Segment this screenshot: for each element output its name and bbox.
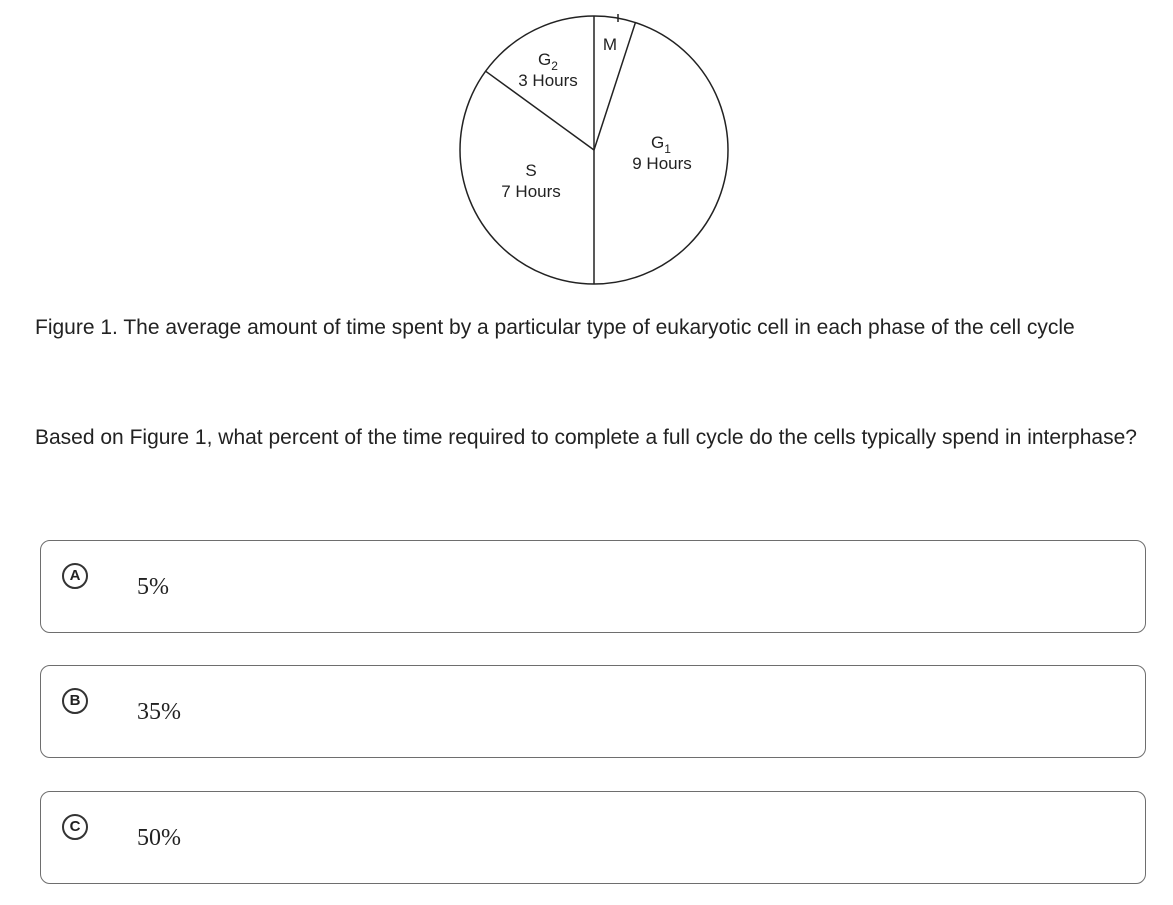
- answer-choice-a[interactable]: [40, 540, 1146, 633]
- choice-letter-c-icon: C: [62, 814, 88, 840]
- choice-text-b: 35%: [137, 699, 181, 725]
- slice-label-g1: $G_1$: [651, 133, 671, 156]
- slice-value-s: 7 Hours: [501, 182, 561, 201]
- slice-value-g2: 3 Hours: [518, 71, 578, 90]
- cell-cycle-pie-chart: [0, 0, 1173, 300]
- choice-letter-b-icon: B: [62, 688, 88, 714]
- answer-choice-b[interactable]: [40, 665, 1146, 758]
- choice-text-a: 5%: [137, 574, 169, 600]
- question-text: Based on Figure 1, what percent of the time required to complete a full cycle do the cells typically spend in interphase?: [35, 426, 1137, 449]
- choice-text-c: 50%: [137, 825, 181, 851]
- answer-choice-c[interactable]: [40, 791, 1146, 884]
- slice-label-s: S: [525, 161, 537, 180]
- slice-label-g2: $G_2$: [538, 50, 558, 73]
- slice-value-g1: 9 Hours: [632, 154, 692, 173]
- figure-caption: Figure 1. The average amount of time spent by a particular type of eukaryotic cell in each phase of the cell cycle: [35, 316, 1075, 339]
- choice-letter-a-icon: A: [62, 563, 88, 589]
- slice-label-m: M: [602, 35, 618, 54]
